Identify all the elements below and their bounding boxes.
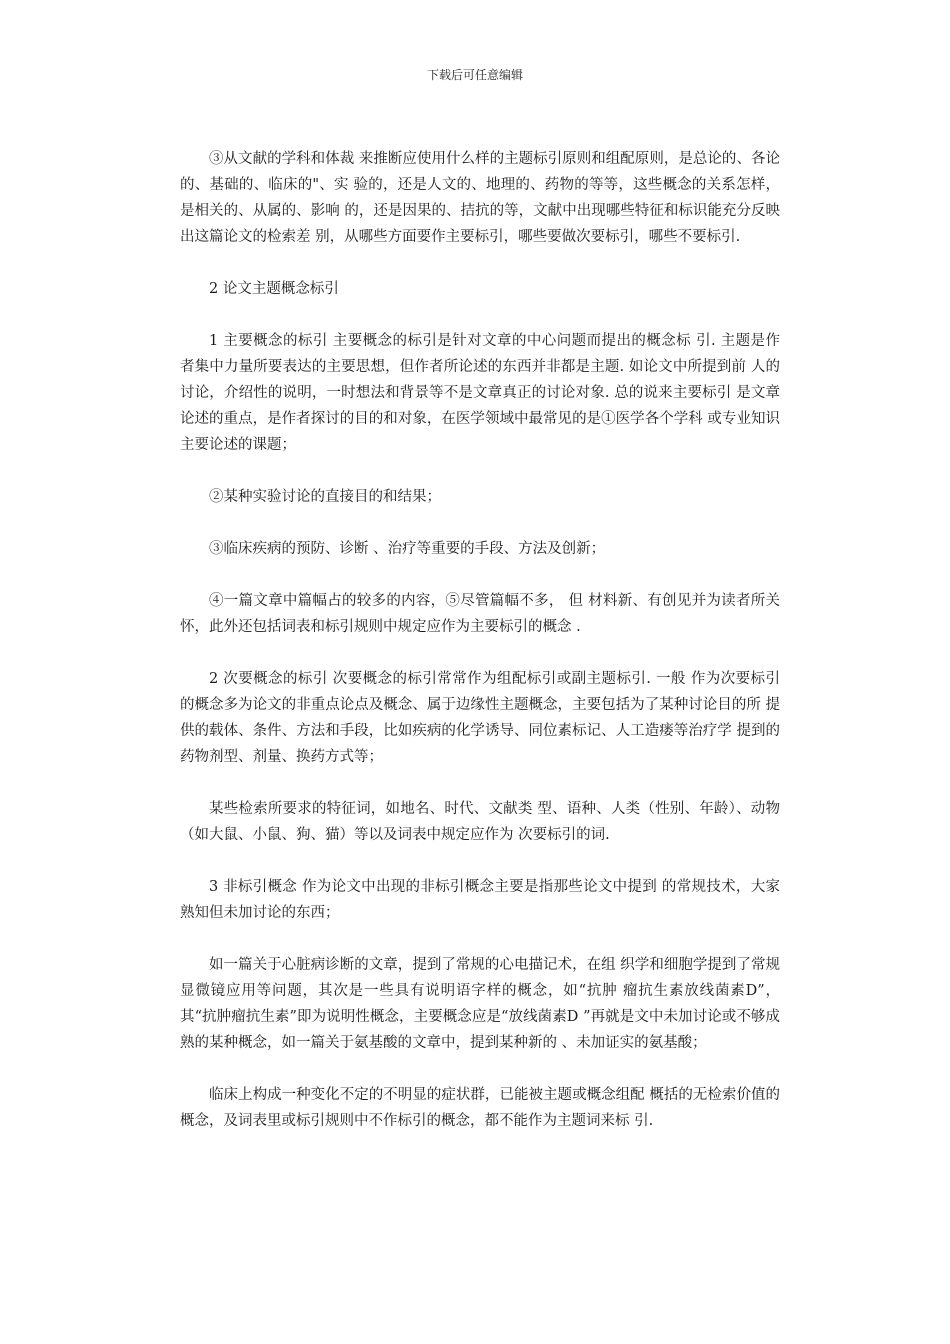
paragraph-secondary-concept-indexing: 2 次要概念的标引 次要概念的标引常常作为组配标引或副主题标引. 一般 作为次要标引 的概念多为论文的非重点论点及概念、属于边缘性主题概念，主要包括为了某种讨论目的所 提 供的载体、条件、方法和手段，比如疾病的化学诱导、同位素标记、人工造瘘等治疗学 提到的药物剂型、剂量、换药方式等； <box>180 671 780 765</box>
paragraph-non-indexing-concepts: 3 非标引概念 作为论文中出现的非标引概念主要是指那些论文中提到 的常规技术，大家 熟知但未加讨论的东西； <box>180 879 780 921</box>
paragraph-principles: ③从文献的学科和体裁 来推断应使用什么样的主题标引原则和组配原则，是总论的、各论的、基础的、临床的"、实 验的，还是人文的、地理的、药物的等等，这些概念的关系怎样，是相关的、从属的、影响 的，还是因果的、拮抗的等，文献中出现哪些特征和标识能充分反映出这篇论文的检索差 别，从哪些方面要作主要标引，哪些要做次要标引，哪些不要标引. <box>180 151 780 245</box>
paragraph-example-heart-disease: 如一篇关于心脏病诊断的文章，提到了常规的心电描记术，在组 织学和细胞学提到了常规显微镜应用等问题，其次是一些具有说明语字样的概念，如“抗肿 瘤抗生素放线菌素D”，其“抗肿瘤抗生素”即为说明性概念，主要概念应是“放线菌素D ”再就是文中未加讨论或不够成熟的某种概念，如一篇关于氨基酸的文章中，提到某种新的 、未加证实的氨基酸； <box>180 957 780 1051</box>
paragraph-clinical-symptoms: 临床上构成一种变化不定的不明显的症状群，已能被主题或概念组配 概括的无检索价值的概念，及词表里或标引规则中不作标引的概念，都不能作为主题词来标 引. <box>180 1087 780 1129</box>
paragraph-feature-words: 某些检索所要求的特征词，如地名、时代、文献类 型、语种、人类（性别、年龄）、动物（如大鼠、小鼠、狗、猫）等以及词表中规定应作为 次要标引的词. <box>180 801 780 843</box>
section-heading-concept-indexing: 2 论文主题概念标引 <box>209 281 339 297</box>
paragraph-clinical-methods: ③临床疾病的预防、诊断 、治疗等重要的手段、方法及创新； <box>209 541 606 557</box>
paragraph-experiment-purpose: ②某种实验讨论的直接目的和结果； <box>209 489 441 505</box>
page-header: 下载后可任意编辑 <box>426 68 523 82</box>
document-body <box>180 146 780 1160</box>
paragraph-major-content: ④一篇文章中篇幅占的较多的内容，⑤尽管篇幅不多， 但 材料新、有创见并为读者所关怀，此外还包括词表和标引规则中规定应作为主要标引的概念 . <box>180 593 780 635</box>
paragraph-main-concept-indexing: 1 主要概念的标引 主要概念的标引是针对文章的中心问题而提出的概念标 引. 主题是作 者集中力量所要表达的主要思想，但作者所论述的东西并非都是主题. 如论文中所提到前 人的讨论，介绍性的说明，一时想法和背景等不是文章真正的讨论对象. 总的说来主要标引 是文章论述的重点，是作者探讨的目的和对象，在医学领域中最常见的是①医学各个学科 或专业知识主要论述的课题； <box>180 333 780 453</box>
